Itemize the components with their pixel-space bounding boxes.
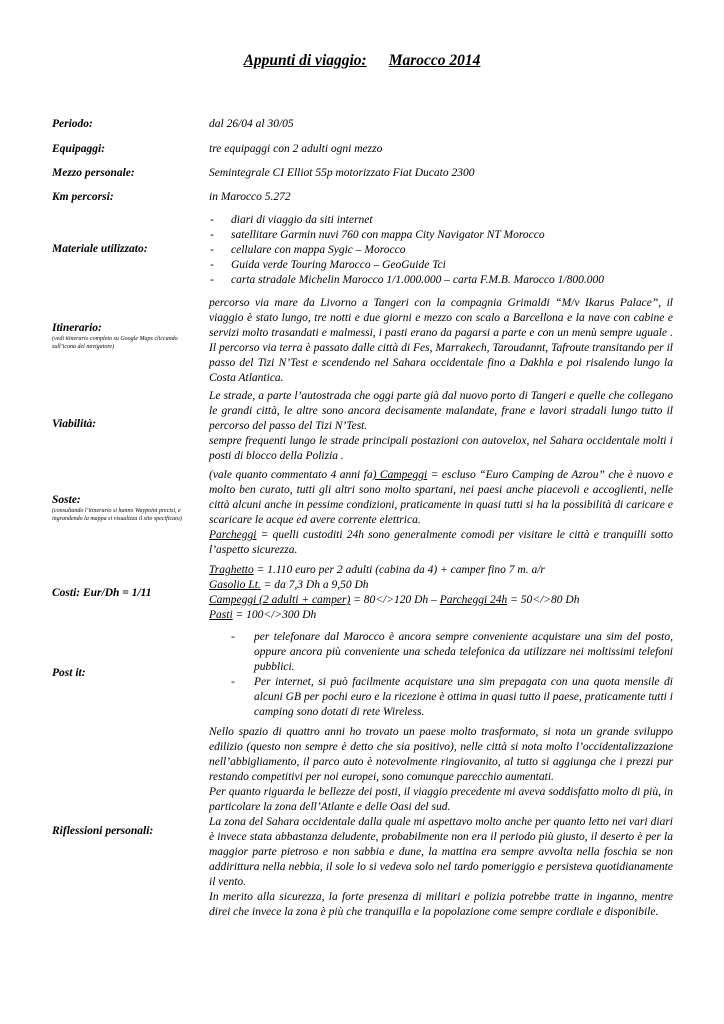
soste-campeggi-text: = escluso “Euro Camping de Azrou” che è nuovo e molto ben curato, tutti gli altri sono molto spartani, nei paesi anche piacevoli e accoglienti, nelle città alcuni anche in pessime condizioni, praticamente in quasi tutti si ha la possibilità di caricare e scaricare le acque ed avere corrente elettrica. bbox=[209, 469, 673, 526]
equipaggi-label: Equipaggi: bbox=[52, 143, 106, 155]
list-item: - carta stradale Michelin Marocco 1/1.000.000 – carta F.M.B. Marocco 1/800.000 bbox=[209, 273, 673, 288]
viabilita-label: Viabilità: bbox=[52, 418, 97, 430]
periodo-value: dal 26/04 al 30/05 bbox=[209, 118, 294, 130]
soste-label: Soste: bbox=[52, 494, 81, 506]
costi-gasolio-text: = da 7,3 Dh a 9,50 Dh bbox=[260, 579, 369, 591]
viabilita-text bbox=[209, 389, 673, 464]
riflessioni-p2: Per quanto riguarda le bellezze dei posti, il viaggio precedente mi aveva soddisfatto molto di più, in particolare la zona dell’Atlante e delle Oasi del sud. bbox=[209, 786, 673, 813]
itinerario-text: percorso via mare da Livorno a Tangeri con la compagnia Grimaldi “M/v Ikarus Palace”, il viaggio è stato lungo, tre notti e due giorni e mezzo con scalo a Barcellona e la nave con cabine e servizi molto trasandati e malmessi, i pasti erano da pagarsi a parte e con un menù sempre uguale . Il percorso via terra è passato dalle città di Fes, Marrakech, Taroudannt, Tafroute transitando per il passo del Tizi N’Test e scendendo nel Sahara occidentale fino a Dakhla e poi risalendo lungo la Costa Atlantica. bbox=[209, 297, 673, 384]
riflessioni-p3: La zona del Sahara occidentale dalla quale mi aspettavo molto anche per quanto letto nei vari diari è invece stata abbastanza deludente, probabilmente non era il periodo più giusto, il deserto è per la maggior parte pietroso e non sabbia e dune, la mattina era sempre avvolta nella foschia se non addirittura nella nebbia, il sole lo si vedeva solo nel tardo pomeriggio e persisteva quotidianamente il vento. bbox=[209, 816, 673, 888]
page-title bbox=[0, 52, 724, 70]
riflessioni-p1: Nello spazio di quattro anni ho trovato un paese molto trasformato, si nota un grande sviluppo edilizio (questo non sempre è detto che sia positivo), nelle città si nota molto l’occidentalizzazione nell’abbigliamento, il parco auto è notevolmente ringiovanito, al tutto si aggiunga che i prezzi pur restando competitivi per noi europei, sono comunque parecchio aumentati. bbox=[209, 726, 673, 783]
costi-traghetto-label: Traghetto bbox=[209, 564, 254, 576]
riflessioni-p4: In merito alla sicurezza, la forte presenza di militari e polizia potrebbe tratte in inganno, mentre direi che invece la zona è più che tranquilla e la popolazione come sempre cordiale e disponibile. bbox=[209, 891, 673, 918]
riflessioni-label: Riflessioni personali: bbox=[52, 825, 154, 837]
periodo-label: Periodo: bbox=[52, 118, 93, 130]
km-label: Km percorsi: bbox=[52, 191, 114, 203]
viabilita-p2: sempre frequenti lungo le strade principali postazioni con autovelox, nel Sahara occidentale molti i posti di blocco della Polizia . bbox=[209, 435, 673, 462]
mezzo-label: Mezzo personale: bbox=[52, 167, 135, 179]
equipaggi-value: tre equipaggi con 2 adulti ogni mezzo bbox=[209, 143, 383, 155]
costi-parcheggi-text: = 50</>80 Dh bbox=[507, 594, 580, 606]
postit-list bbox=[209, 630, 673, 720]
km-value: in Marocco 5.272 bbox=[209, 191, 291, 203]
costi-label: Costi: Eur/Dh = 1/11 bbox=[52, 587, 152, 599]
itinerario-note: (vedi itinerario completo su Google Maps cliccando sull’icona del navigatore) bbox=[52, 336, 178, 350]
soste-text bbox=[209, 468, 673, 558]
materiale-label: Materiale utilizzato: bbox=[52, 243, 148, 255]
list-item: - per telefonare dal Marocco è ancora sempre conveniente acquistare una sim del posto, oppure ancora più conveniente una scheda telefonica da utilizzare nei moltissimi telefoni pubblici. bbox=[209, 630, 673, 675]
soste-campeggi-label: ) Campeggi bbox=[372, 469, 428, 481]
costi-gasolio-label: Gasolio Lt. bbox=[209, 579, 261, 591]
mezzo-value: Semintegrale CI Elliot 55p motorizzato Fiat Ducato 2300 bbox=[209, 167, 475, 179]
costi-campeggi-label: Campeggi (2 adulti + camper) bbox=[209, 594, 351, 606]
costi-pasti-text: = 100</>300 Dh bbox=[232, 609, 317, 621]
list-item: - Per internet, si può facilmente acquistare una sim prepagata con una quota mensile di alcuni GB per pochi euro e la ricezione è ottima in quasi tutto il paese, praticamente tutti i camping sono dotati di rete Wireless. bbox=[209, 675, 673, 720]
postit-label: Post it: bbox=[52, 667, 86, 679]
title-part2: Marocco 2014 bbox=[388, 52, 481, 69]
list-item: - satellitare Garmin nuvi 760 con mappa City Navigator NT Morocco bbox=[209, 228, 673, 243]
list-item: - diari di viaggio da siti internet bbox=[209, 213, 673, 228]
riflessioni-text bbox=[209, 725, 673, 920]
costi-traghetto-text: = 1.110 euro per 2 adulti (cabina da 4) + camper fino 7 m. a/r bbox=[253, 564, 545, 576]
list-item: - cellulare con mappa Sygic – Morocco bbox=[209, 243, 673, 258]
costi-text bbox=[209, 563, 673, 623]
list-item: - Guida verde Touring Marocco – GeoGuide Tci bbox=[209, 258, 673, 273]
soste-note: (consultando l’itinerario si hanno Waypoint precisi, e ingrandendo la mappa si visualizza il sito specificato) bbox=[52, 508, 182, 522]
costi-parcheggi-label: Parcheggi 24h bbox=[439, 594, 508, 606]
soste-parcheggi-text: = quelli custoditi 24h sono generalmente comodi per visitare le città e tranquilli sotto l’aspetto sicurezza. bbox=[209, 529, 673, 556]
soste-intro: (vale quanto commentato 4 anni fa bbox=[209, 469, 373, 481]
materiale-list bbox=[209, 213, 673, 288]
viabilita-p1: Le strade, a parte l’autostrada che oggi parte già dal nuovo porto di Tangeri e quelle che collegano le grandi città, le altre sono ancora decisamente malandate, frane e lavori stradali lungo tutto il percorso del passo del Tizi N’Test. bbox=[209, 390, 673, 432]
soste-parcheggi-label: Parcheggi bbox=[209, 529, 257, 541]
costi-campeggi-text: = 80</>120 Dh – bbox=[350, 594, 440, 606]
itinerario-label: Itinerario: bbox=[52, 322, 102, 334]
title-part1: Appunti di viaggio: bbox=[243, 52, 367, 69]
costi-pasti-label: Pasti bbox=[209, 609, 233, 621]
